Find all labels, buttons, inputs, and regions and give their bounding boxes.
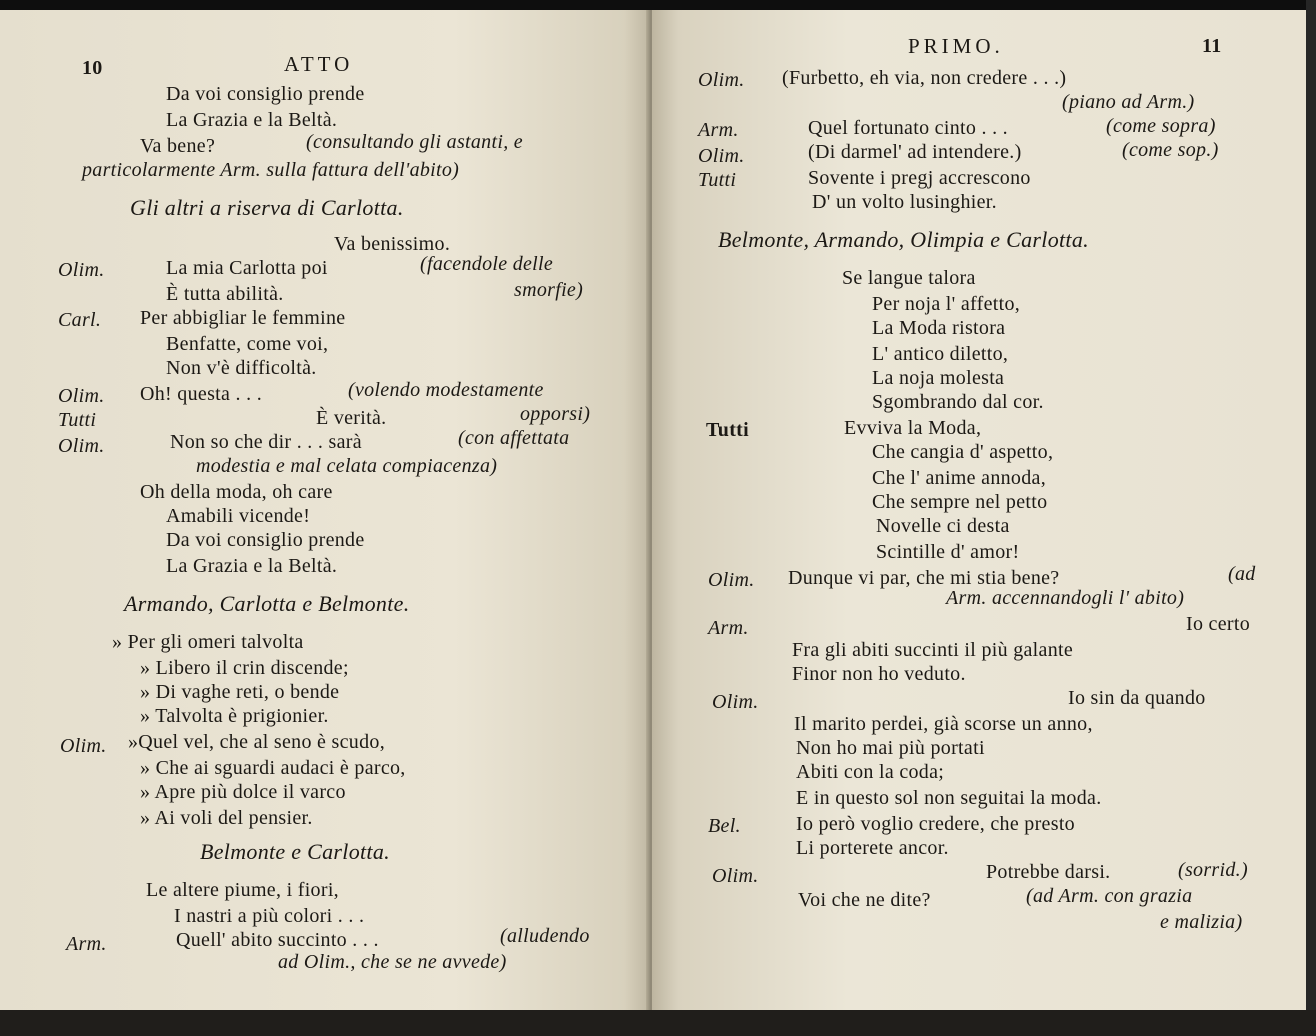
stage-direction: modestia e mal celata compiacenza) bbox=[196, 455, 498, 477]
verse-line: Benfatte, come voi, bbox=[166, 333, 329, 355]
verse-line: » Di vaghe reti, o bende bbox=[140, 681, 340, 703]
speaker-label: Olim. bbox=[698, 145, 745, 167]
stage-direction: (come sopra) bbox=[1106, 115, 1216, 137]
verse-line: Finor non ho veduto. bbox=[792, 663, 966, 685]
right-page bbox=[652, 10, 1306, 1010]
verse-line: La Moda ristora bbox=[872, 317, 1006, 339]
speaker-label: Tutti bbox=[706, 419, 750, 441]
verse-line: Novelle ci desta bbox=[876, 515, 1010, 537]
verse-line: Io certo bbox=[1186, 613, 1251, 635]
page-number: 10 bbox=[82, 57, 103, 79]
verse-line: » Libero il crin discende; bbox=[140, 657, 349, 679]
stage-direction: ad Olim., che se ne avvede) bbox=[278, 951, 507, 973]
stage-direction: e malizia) bbox=[1160, 911, 1243, 933]
scene-heading: Belmonte, Armando, Olimpia e Carlotta. bbox=[718, 227, 1089, 252]
verse-line: Fra gli abiti succinti il più galante bbox=[792, 639, 1074, 661]
verse-line: Va bene? bbox=[140, 135, 216, 157]
verse-line: Che l' anime annoda, bbox=[872, 467, 1046, 489]
verse-line: Per noja l' affetto, bbox=[872, 293, 1021, 315]
verse-line: Voi che ne dite? bbox=[798, 889, 931, 911]
speaker-label: Arm. bbox=[698, 119, 739, 141]
verse-line: È tutta abilità. bbox=[166, 283, 284, 305]
verse-line: (Di darmel' ad intendere.) bbox=[808, 141, 1022, 163]
stage-direction: (facendole delle bbox=[420, 253, 554, 275]
speaker-label: Olim. bbox=[58, 259, 105, 281]
verse-line: Abiti con la coda; bbox=[796, 761, 945, 783]
scene-heading: Belmonte e Carlotta. bbox=[200, 839, 390, 864]
stage-direction: (consultando gli astanti, e bbox=[306, 131, 523, 153]
speaker-label: Tutti bbox=[698, 169, 737, 191]
stage-direction: (volendo modestamente bbox=[348, 379, 544, 401]
verse-line: Io sin da quando bbox=[1068, 687, 1206, 709]
verse-line: È verità. bbox=[316, 407, 387, 429]
stage-direction: (come sop.) bbox=[1122, 139, 1219, 161]
verse-line: Che sempre nel petto bbox=[872, 491, 1048, 513]
book-bottom-edge bbox=[0, 1010, 1316, 1036]
verse-line: Sgombrando dal cor. bbox=[872, 391, 1044, 413]
verse-line: Amabili vicende! bbox=[166, 505, 311, 527]
verse-line: Evviva la Moda, bbox=[844, 417, 982, 439]
stage-direction: Arm. accennandogli l' abito) bbox=[946, 587, 1185, 609]
page-edge bbox=[1306, 0, 1316, 1036]
verse-line: » Che ai sguardi audaci è parco, bbox=[140, 757, 406, 779]
speaker-label: Carl. bbox=[58, 309, 102, 331]
stage-direction: (ad Arm. con grazia bbox=[1026, 885, 1193, 907]
stage-direction: (sorrid.) bbox=[1178, 859, 1248, 881]
stage-direction: (alludendo bbox=[500, 925, 590, 947]
stage-direction: opporsi) bbox=[520, 403, 591, 425]
verse-line: »Quel vel, che al seno è scudo, bbox=[128, 731, 385, 753]
verse-line: La noja molesta bbox=[872, 367, 1005, 389]
stage-direction: (piano ad Arm.) bbox=[1062, 91, 1195, 113]
verse-line: D' un volto lusinghier. bbox=[812, 191, 997, 213]
verse-line: Dunque vi par, che mi stia bene? bbox=[788, 567, 1060, 589]
verse-line: La Grazia e la Beltà. bbox=[166, 555, 338, 577]
verse-line: Che cangia d' aspetto, bbox=[872, 441, 1054, 463]
speaker-label: Bel. bbox=[708, 815, 741, 837]
verse-line: La Grazia e la Beltà. bbox=[166, 109, 338, 131]
verse-line: Se langue talora bbox=[842, 267, 976, 289]
speaker-label: Arm. bbox=[66, 933, 107, 955]
verse-line: » Ai voli del pensier. bbox=[140, 807, 313, 829]
verse-line: Io però voglio credere, che presto bbox=[796, 813, 1075, 835]
running-head: PRIMO. bbox=[908, 34, 1004, 58]
speaker-label: Olim. bbox=[60, 735, 107, 757]
verse-line: Va benissimo. bbox=[334, 233, 451, 255]
verse-line: E in questo sol non seguitai la moda. bbox=[796, 787, 1102, 809]
verse-line: L' antico diletto, bbox=[872, 343, 1009, 365]
verse-line: Oh! questa . . . bbox=[140, 383, 262, 405]
stage-direction: (ad bbox=[1228, 563, 1256, 585]
verse-line: Quel fortunato cinto . . . bbox=[808, 117, 1008, 139]
verse-line: Da voi consiglio prende bbox=[166, 529, 365, 551]
verse-line: Oh della moda, oh care bbox=[140, 481, 333, 503]
verse-line: Li porterete ancor. bbox=[796, 837, 949, 859]
verse-line: Scintille d' amor! bbox=[876, 541, 1020, 563]
speaker-label: Tutti bbox=[58, 409, 97, 431]
speaker-label: Olim. bbox=[58, 385, 105, 407]
page-number: 11 bbox=[1202, 35, 1222, 57]
speaker-label: Olim. bbox=[708, 569, 755, 591]
verse-line: Non v'è difficoltà. bbox=[166, 357, 317, 379]
verse-line: Potrebbe darsi. bbox=[986, 861, 1111, 883]
verse-line: Per abbigliar le femmine bbox=[140, 307, 346, 329]
verse-line: » Per gli omeri talvolta bbox=[112, 631, 304, 653]
verse-line: Il marito perdei, già scorse un anno, bbox=[794, 713, 1093, 735]
verse-line: (Furbetto, eh via, non credere . . .) bbox=[782, 67, 1067, 89]
speaker-label: Arm. bbox=[708, 617, 749, 639]
running-head: ATTO bbox=[284, 52, 354, 76]
stage-direction: (con affettata bbox=[458, 427, 570, 449]
left-page bbox=[0, 10, 650, 1010]
scene-heading: Gli altri a riserva di Carlotta. bbox=[130, 195, 404, 220]
verse-line: Quell' abito succinto . . . bbox=[176, 929, 379, 951]
speaker-label: Olim. bbox=[712, 691, 759, 713]
verse-line: La mia Carlotta poi bbox=[166, 257, 328, 279]
scene-heading: Armando, Carlotta e Belmonte. bbox=[124, 591, 410, 616]
stage-direction: smorfie) bbox=[514, 279, 584, 301]
speaker-label: Olim. bbox=[58, 435, 105, 457]
verse-line: Non ho mai più portati bbox=[796, 737, 985, 759]
verse-line: » Apre più dolce il varco bbox=[140, 781, 346, 803]
verse-line: Sovente i pregj accrescono bbox=[808, 167, 1031, 189]
verse-line: Da voi consiglio prende bbox=[166, 83, 365, 105]
verse-line: Le altere piume, i fiori, bbox=[146, 879, 339, 901]
verse-line: » Talvolta è prigionier. bbox=[140, 705, 329, 727]
stage-direction: particolarmente Arm. sulla fattura dell'abito) bbox=[82, 159, 460, 181]
speaker-label: Olim. bbox=[712, 865, 759, 887]
verse-line: Non so che dir . . . sarà bbox=[170, 431, 362, 453]
speaker-label: Olim. bbox=[698, 69, 745, 91]
verse-line: I nastri a più colori . . . bbox=[174, 905, 365, 927]
